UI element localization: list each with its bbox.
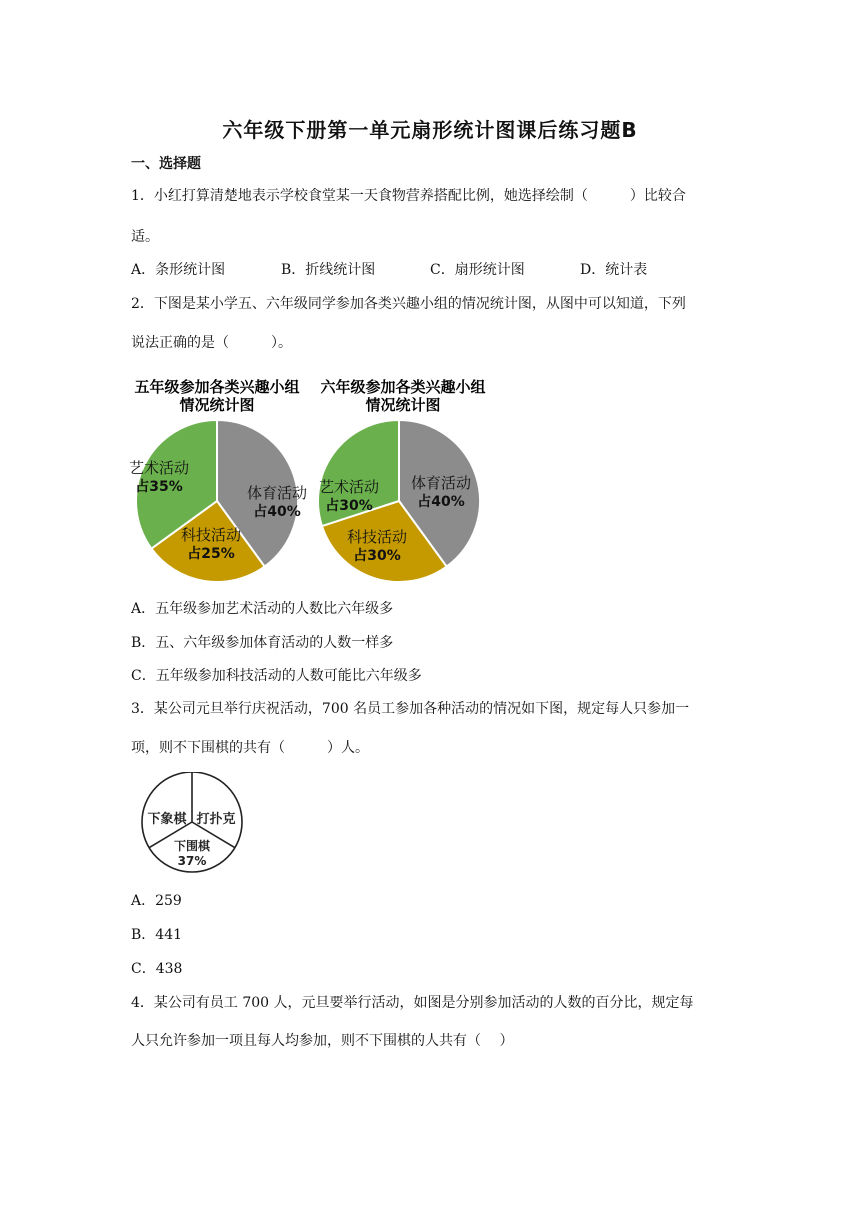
chart-1-title-line1: 五年级参加各类兴趣小组	[134, 378, 300, 396]
slice-percent: 占40%	[253, 504, 301, 520]
slice-label: 科技活动	[180, 526, 242, 544]
fifth-grade-pie	[129, 420, 307, 582]
question-2-text: 2．下图是某小学五、六年级同学参加各类兴趣小组的情况统计图，从图中可以知道，下列	[131, 296, 686, 312]
question-3-text: 3．某公司元旦举行庆祝活动，700 名员工参加各种活动的情况如下图，规定每人只参加一	[131, 701, 690, 717]
q2-option-b: B．五、六年级参加体育活动的人数一样多	[131, 635, 394, 651]
q1-option-b: B．折线统计图	[281, 262, 376, 278]
q2-option-a: A．五年级参加艺术活动的人数比六年级多	[131, 601, 394, 617]
question-4-text: 4．某公司有员工 700 人，元旦要举行活动，如图是分别参加活动的人数的百分比，规定每	[131, 995, 694, 1011]
activity-pie-chart	[134, 772, 254, 877]
question-4-text-cont: 人只允许参加一项且每人均参加，则不下围棋的人共有（ ）	[131, 1033, 514, 1049]
sixth-grade-pie	[318, 420, 480, 582]
slice-label-poker: 打扑克	[196, 812, 236, 827]
slice-label-xiangqi: 下象棋	[147, 812, 187, 827]
q2-option-c: C．五年级参加科技活动的人数可能比六年级多	[131, 668, 422, 684]
page-title: 六年级下册第一单元扇形统计图课后练习题B	[222, 118, 638, 142]
slice-label: 体育活动	[246, 484, 308, 502]
slice-label: 科技活动	[346, 528, 408, 546]
slice-label: 体育活动	[410, 474, 472, 492]
chart-1-title-line2: 情况统计图	[179, 396, 255, 414]
interest-group-pie-charts	[120, 370, 500, 585]
slice-label: 艺术活动	[318, 478, 380, 496]
slice-percent: 占40%	[417, 494, 465, 510]
slice-percent: 占30%	[353, 548, 401, 564]
q1-option-d: D．统计表	[580, 262, 648, 278]
question-1-text-cont: 适。	[131, 229, 159, 245]
slice-label-weiqi: 下围棋	[173, 839, 211, 853]
question-1-text: 1．小红打算清楚地表示学校食堂某一天食物营养搭配比例，她选择绘制（ ）比较合	[131, 188, 686, 204]
q3-option-c: C．438	[131, 961, 183, 977]
q3-option-a: A．259	[131, 893, 182, 909]
slice-pct-weiqi: 37%	[177, 854, 207, 868]
slice-percent: 占30%	[325, 498, 373, 514]
q1-option-a: A．条形统计图	[131, 262, 226, 278]
section-heading: 一、选择题	[131, 156, 201, 172]
question-3-text-cont: 项，则不下围棋的共有（ ）人。	[131, 740, 369, 756]
slice-label: 艺术活动	[128, 459, 190, 477]
q3-option-b: B．441	[131, 927, 183, 943]
question-2-text-cont: 说法正确的是（ ）。	[131, 335, 292, 351]
slice-percent: 占35%	[135, 479, 183, 495]
slice-percent: 占25%	[187, 546, 235, 562]
chart-2-title-line1: 六年级参加各类兴趣小组	[320, 378, 486, 396]
q1-option-c: C．扇形统计图	[430, 262, 525, 278]
chart-2-title-line2: 情况统计图	[365, 396, 441, 414]
